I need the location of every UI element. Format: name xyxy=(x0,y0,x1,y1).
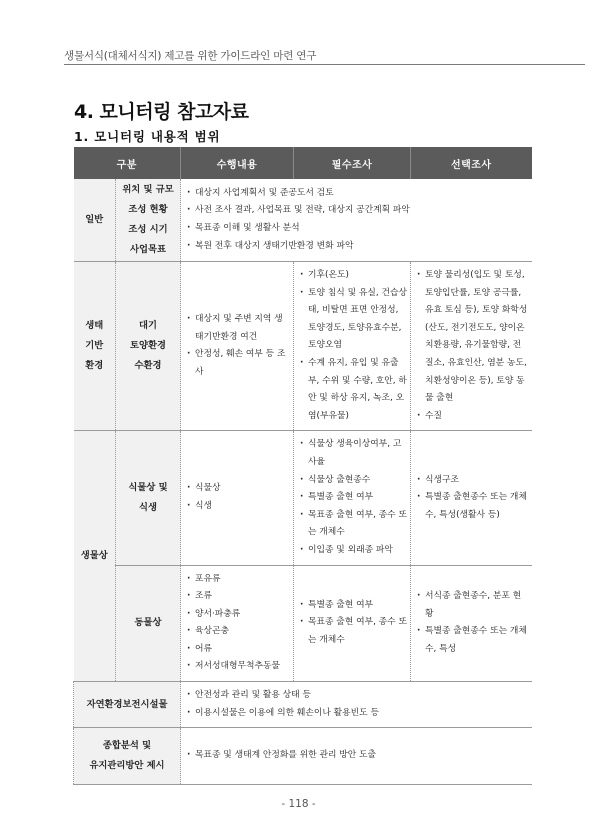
flora-performance-cell xyxy=(181,431,294,565)
list-item: · 특별종 출현 여부 xyxy=(299,489,407,507)
list-item: · 식물상 출현종수 xyxy=(299,472,407,490)
list-item: · 특별종 출현종수 또는 개체수, 특성(생활사 등) xyxy=(416,489,529,524)
table-row-flora xyxy=(74,431,532,565)
fauna-performance-cell xyxy=(181,565,294,682)
list-item: · 목표종 출현 여부, 종수 또는 개체수 xyxy=(299,614,407,649)
general-items-cell xyxy=(181,179,532,262)
header-required: 필수조사 xyxy=(294,147,411,179)
category-eco-base: 생태 기반 환경 xyxy=(74,262,116,431)
header-category: 구분 xyxy=(74,147,181,179)
sub-general: 위치 및 규모 조성 현황 조성 시기 사업목표 xyxy=(116,179,181,262)
facility-items-cell xyxy=(181,682,532,728)
list-item: · 목표종 이해 및 생활사 분석 xyxy=(186,220,529,238)
list-item: · 이용시설물은 이용에 의한 훼손이나 활용빈도 등 xyxy=(186,705,529,723)
list-item: · 저서성대형무척추동물 xyxy=(186,658,290,676)
fauna-required-cell xyxy=(294,565,411,682)
flora-optional-cell xyxy=(411,431,532,565)
list-item: · 특별종 출현 여부 xyxy=(299,597,407,615)
list-item: · 특별종 출현종수 또는 개체수, 특성 xyxy=(416,623,529,658)
section-title: 4. 모니터링 참고자료 xyxy=(74,101,249,123)
page-number: - 118 - xyxy=(281,798,316,810)
table-row-facility xyxy=(74,682,532,728)
table-row-eco-base xyxy=(74,262,532,431)
general-items-list xyxy=(182,181,531,259)
category-general: 일반 xyxy=(74,179,116,262)
list-item: · 식물상 생육이상여부, 고사율 xyxy=(299,436,407,471)
table-row-general xyxy=(74,179,532,262)
category-organism: 생물상 xyxy=(74,431,116,682)
list-item: · 수질 xyxy=(416,408,529,426)
sub-flora: 식물상 및 식생 xyxy=(116,431,181,565)
list-item: · 대상지 사업계획서 및 준공도서 검토 xyxy=(186,185,529,203)
flora-required-cell xyxy=(294,431,411,565)
list-item: · 육상곤충 xyxy=(186,623,290,641)
fauna-optional-cell xyxy=(411,565,532,682)
list-item: · 조류 xyxy=(186,588,290,606)
table-row-fauna xyxy=(74,565,532,682)
list-item: · 식생구조 xyxy=(416,472,529,490)
eco-base-optional-cell xyxy=(411,262,532,431)
category-facility: 자연환경보전시설물 xyxy=(74,682,181,728)
header-performance: 수행내용 xyxy=(181,147,294,179)
list-item: · 이입종 및 외래종 파악 xyxy=(299,542,407,560)
list-item: · 포유류 xyxy=(186,571,290,589)
list-item: · 복원 전후 대상지 생태기반환경 변화 파악 xyxy=(186,238,529,256)
list-item: · 토양 침식 및 유실, 건습상태, 비탈면 표면 안정성, 토양경도, 토양유효수분, 토양오염 xyxy=(299,285,407,355)
section-subtitle: 1. 모니터링 내용적 범위 xyxy=(74,129,221,144)
list-item: · 안정성, 훼손 여부 등 조사 xyxy=(186,346,290,381)
list-item: · 안전성과 관리 및 활용 상태 등 xyxy=(186,687,529,705)
list-item: · 식물상 xyxy=(186,480,290,498)
eco-base-required-cell xyxy=(294,262,411,431)
list-item: · 어류 xyxy=(186,641,290,659)
list-item: · 목표종 및 생태계 안정화를 위한 관리 방안 도출 xyxy=(186,747,529,765)
running-header: 생물서식(대체서식지) 제고를 위한 가이드라인 마련 연구 xyxy=(64,50,317,62)
header-divider xyxy=(64,64,585,65)
list-item: · 기후(온도) xyxy=(299,267,407,285)
sub-eco-base: 대기 토양환경 수환경 xyxy=(116,262,181,431)
table-header-row xyxy=(74,147,532,179)
list-item: · 식생 xyxy=(186,498,290,516)
category-analysis: 종합분석 및 유지관리방안 제시 xyxy=(74,728,181,785)
table-row-analysis xyxy=(74,728,532,785)
eco-base-performance-cell xyxy=(181,262,294,431)
list-item: · 사전 조사 결과, 사업목표 및 전략, 대상지 공간계획 파악 xyxy=(186,202,529,220)
monitoring-scope-table xyxy=(73,147,532,785)
list-item: · 서식종 출현종수, 분포 현황 xyxy=(416,588,529,623)
list-item: · 양서·파충류 xyxy=(186,606,290,624)
list-item: · 토양 물리성(입도 및 토성, 토양입단률, 토양 공극률, 유효 토심 등), 토양 화학성(산도, 전기전도도, 양이온치환용량, 유기물함량, 전질소, 유효인산, 염분 농도, 치환성양이온 등), 토양 동물 출현 xyxy=(416,267,529,408)
sub-fauna: 동물상 xyxy=(116,565,181,682)
analysis-items-cell xyxy=(181,728,532,785)
list-item: · 수계 유지, 유입 및 유출부, 수위 및 수량, 호안, 하안 및 하상 유지, 녹조, 오염(부유물) xyxy=(299,355,407,425)
list-item: · 목표종 출현 여부, 종수 또는 개체수 xyxy=(299,507,407,542)
list-item: · 대상지 및 주변 지역 생태기반환경 여건 xyxy=(186,311,290,346)
header-optional: 선택조사 xyxy=(411,147,532,179)
